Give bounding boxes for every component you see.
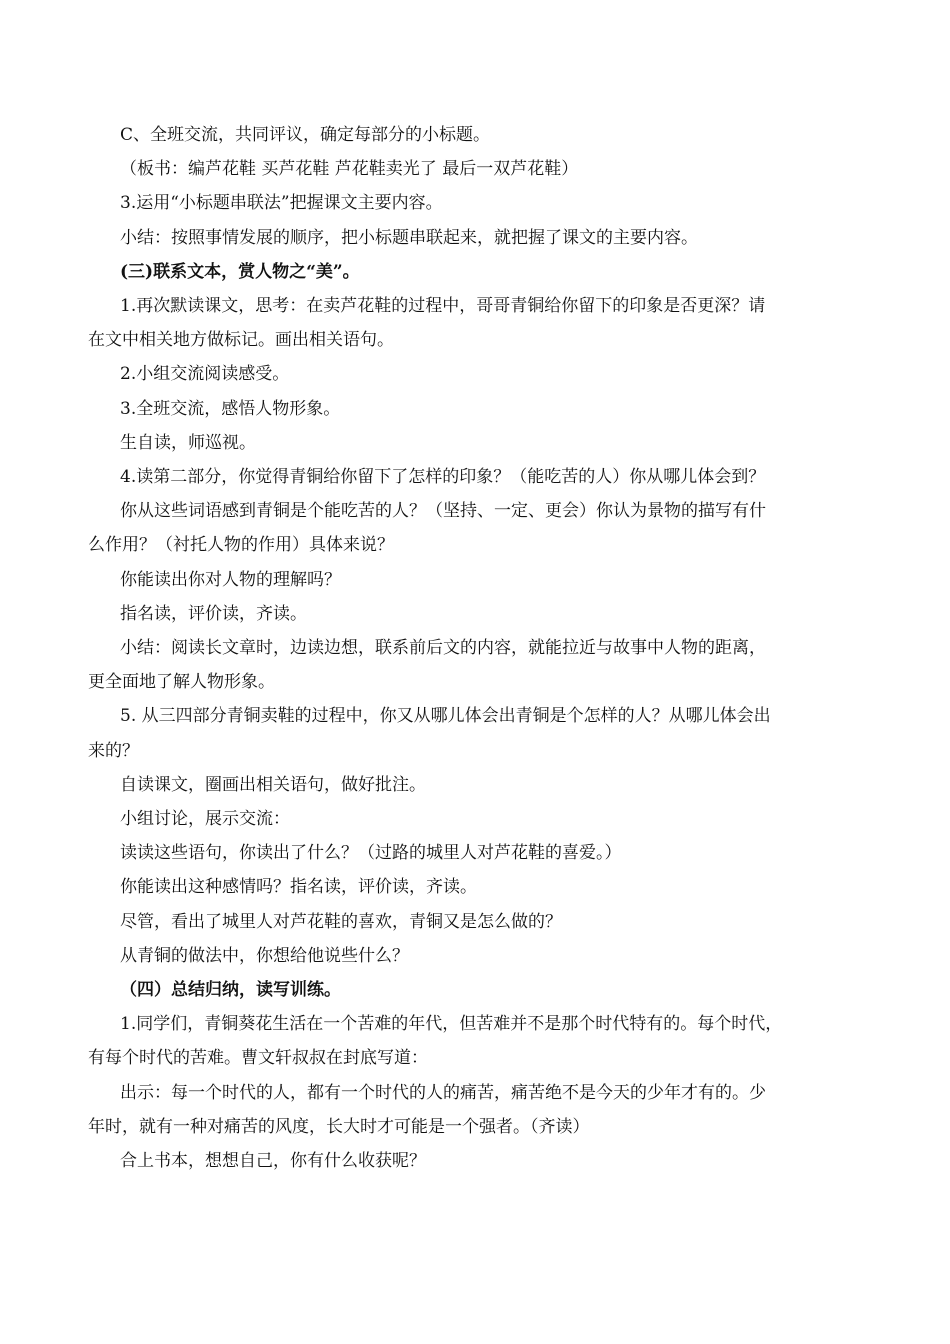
text-line: 2.小组交流阅读感受。 [120,364,290,385]
text-line: 在文中相关地方做标记。画出相关语句。 [88,330,394,351]
text-line: 1.同学们，青铜葵花生活在一个苦难的年代，但苦难并不是那个时代特有的。每个时代， [120,1014,783,1035]
text-line: 么作用？（衬托人物的作用）具体来说？ [88,535,394,556]
text-line: 年时，就有一种对痛苦的风度，长大时才可能是一个强者。（齐读） [88,1116,590,1137]
text-line: 读读这些语句，你读出了什么？（过路的城里人对芦花鞋的喜爱。） [120,843,622,864]
text-line: 来的？ [88,740,139,761]
text-line: 尽管，看出了城里人对芦花鞋的喜欢，青铜又是怎么做的？ [120,911,562,932]
text-line: 自读课文，圈画出相关语句，做好批注。 [120,774,426,795]
text-line: 1.再次默读课文，思考：在卖芦花鞋的过程中，哥哥青铜给你留下的印象是否更深？请 [120,296,766,317]
text-line: 小组讨论，展示交流： [120,809,290,830]
text-line: 你能读出你对人物的理解吗？ [120,569,341,590]
text-line: （板书：编芦花鞋 买芦花鞋 芦花鞋卖光了 最后一双芦花鞋） [120,159,579,180]
text-line: 3.全班交流，感悟人物形象。 [120,398,341,419]
text-line: 生自读，师巡视。 [120,432,256,453]
text-line: 你能读出这种感情吗？指名读，评价读，齐读。 [120,877,477,898]
text-line: 3.运用“小标题串联法”把握课文主要内容。 [120,193,443,214]
text-line: 5. 从三四部分青铜卖鞋的过程中，你又从哪儿体会出青铜是个怎样的人？从哪儿体会出 [120,706,771,727]
document-body [88,118,868,1178]
text-line: 出示：每一个时代的人，都有一个时代的人的痛苦，痛苦绝不是今天的少年才有的。少 [120,1082,766,1103]
text-line: 你从这些词语感到青铜是个能吃苦的人？（坚持、一定、更会）你认为景物的描写有什 [120,501,766,522]
text-line: 从青铜的做法中，你想给他说些什么？ [120,945,409,966]
text-line: 合上书本，想想自己，你有什么收获呢？ [120,1151,426,1172]
text-line: 小结：按照事情发展的顺序，把小标题串联起来，就把握了课文的主要内容。 [120,227,698,248]
text-line: 更全面地了解人物形象。 [88,672,275,693]
text-line: 小结：阅读长文章时，边读边想，联系前后文的内容，就能拉近与故事中人物的距离， [120,638,766,659]
section-heading: (三)联系文本，赏人物之“美”。 [120,261,360,282]
section-heading: （四）总结归纳，读写训练。 [120,980,341,1001]
text-line: 4.读第二部分，你觉得青铜给你留下了怎样的印象？（能吃苦的人）你从哪儿体会到？ [120,467,766,488]
text-line: 有每个时代的苦难。曹文轩叔叔在封底写道： [88,1048,428,1069]
text-line: 指名读，评价读，齐读。 [120,603,307,624]
text-line: C、全班交流，共同评议，确定每部分的小标题。 [120,125,491,145]
